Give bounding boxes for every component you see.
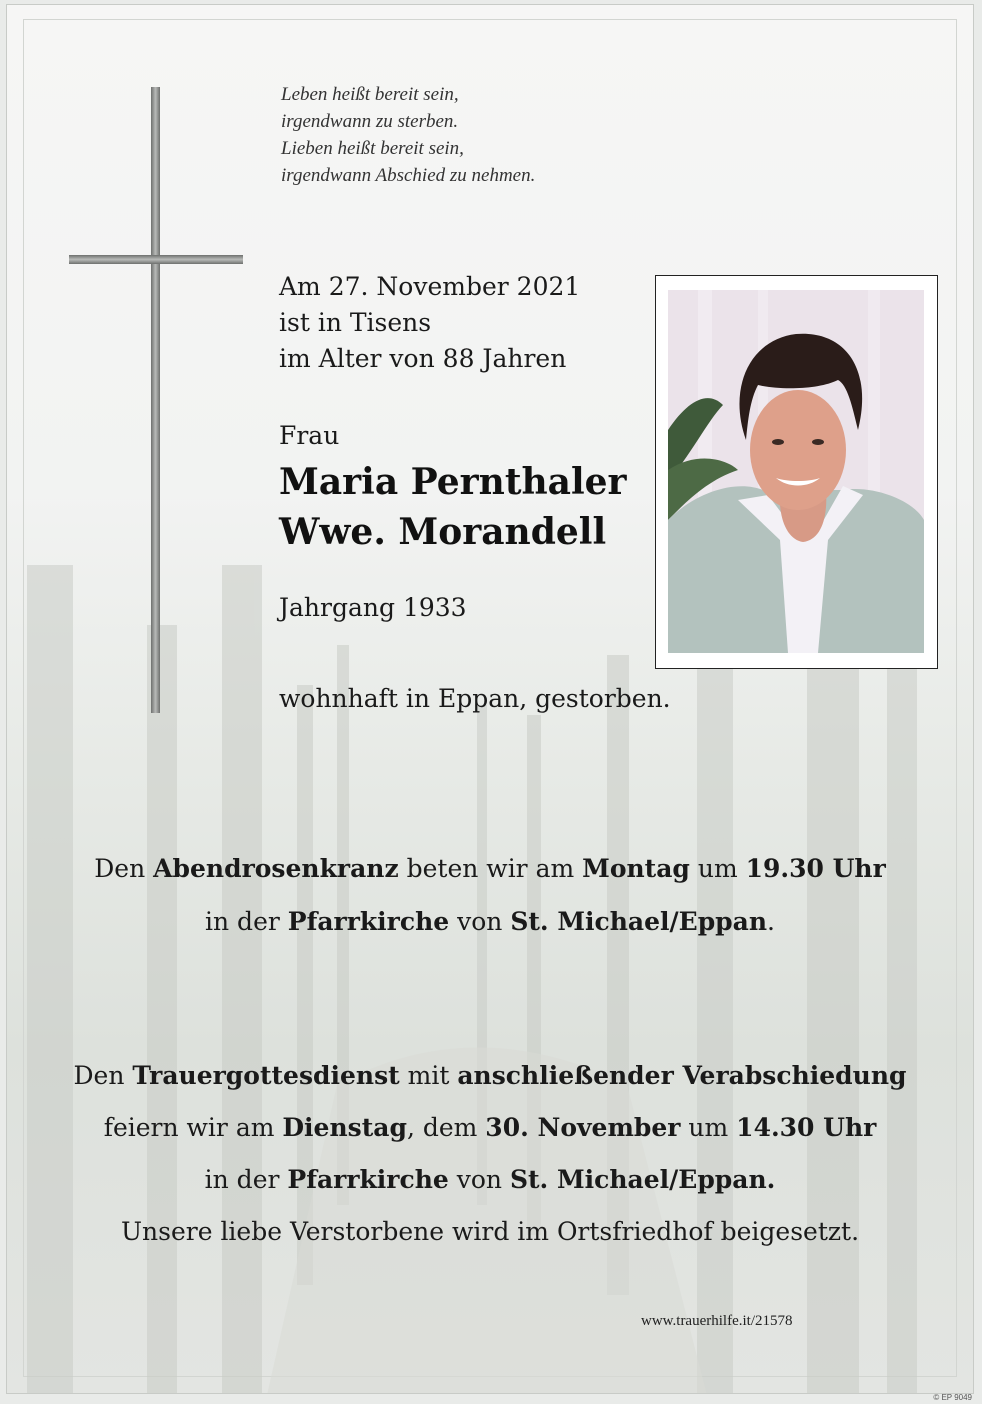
birth-year: Jahrgang 1933 bbox=[279, 593, 467, 622]
quote-line: irgendwann Abschied zu nehmen. bbox=[281, 165, 536, 186]
quote-line: Lieben heißt bereit sein, bbox=[281, 138, 464, 159]
church: Pfarrkirche bbox=[287, 1165, 449, 1194]
text: . bbox=[767, 907, 775, 936]
text: beten wir am bbox=[398, 854, 583, 883]
text: in der bbox=[204, 1165, 288, 1194]
portrait-photo bbox=[668, 290, 924, 653]
rosary-time: 19.30 Uhr bbox=[745, 854, 886, 883]
text: mit bbox=[399, 1061, 458, 1090]
portrait-frame bbox=[655, 275, 938, 669]
burial-line: Unsere liebe Verstorbene wird im Ortsfriedhof beigesetzt. bbox=[120, 1217, 860, 1246]
text: in der bbox=[205, 907, 288, 936]
text: von bbox=[449, 907, 511, 936]
text: Den bbox=[94, 854, 154, 883]
rosary-label: Abendrosenkranz bbox=[153, 854, 399, 883]
death-age: im Alter von 88 Jahren bbox=[279, 344, 567, 373]
text: um bbox=[680, 1113, 737, 1142]
rosary-day: Montag bbox=[582, 854, 690, 883]
mass-line-2 bbox=[7, 1110, 973, 1146]
church: Pfarrkirche bbox=[287, 907, 450, 936]
text: um bbox=[689, 854, 746, 883]
death-place: ist in Tisens bbox=[279, 308, 432, 337]
parish: St. Michael/Eppan. bbox=[509, 1165, 776, 1194]
mass-date: 30. November bbox=[485, 1113, 681, 1142]
rosary-line-1 bbox=[7, 851, 973, 887]
text: , dem bbox=[406, 1113, 486, 1142]
death-notice bbox=[279, 269, 580, 377]
text: feiern wir am bbox=[103, 1113, 283, 1142]
rosary-line-2 bbox=[7, 904, 973, 940]
residence: wohnhaft in Eppan, gestorben. bbox=[279, 684, 671, 713]
obituary-sheet bbox=[6, 4, 974, 1394]
print-code: © EP 9049 bbox=[933, 1393, 972, 1402]
quote-line: irgendwann zu sterben. bbox=[281, 111, 459, 132]
mass-day: Dienstag bbox=[282, 1113, 407, 1142]
deceased-name bbox=[279, 457, 627, 557]
name-line: Wwe. Morandell bbox=[279, 511, 607, 553]
mass-label: Trauergottesdienst bbox=[132, 1061, 400, 1090]
text: Den bbox=[73, 1061, 133, 1090]
death-date: Am 27. November 2021 bbox=[279, 272, 581, 301]
parish: St. Michael/Eppan bbox=[510, 907, 768, 936]
mass-time: 14.30 Uhr bbox=[736, 1113, 877, 1142]
text: von bbox=[448, 1165, 510, 1194]
honorific: Frau bbox=[279, 421, 340, 450]
mass-line-3 bbox=[7, 1162, 973, 1198]
name-line: Maria Pernthaler bbox=[279, 461, 627, 503]
website-link[interactable]: www.trauerhilfe.it/21578 bbox=[641, 1313, 793, 1329]
farewell-label: anschließender Verabschiedung bbox=[457, 1061, 907, 1090]
mass-line-1 bbox=[7, 1058, 973, 1094]
quote-line: Leben heißt bereit sein, bbox=[281, 84, 459, 105]
poem-quote bbox=[281, 81, 701, 189]
